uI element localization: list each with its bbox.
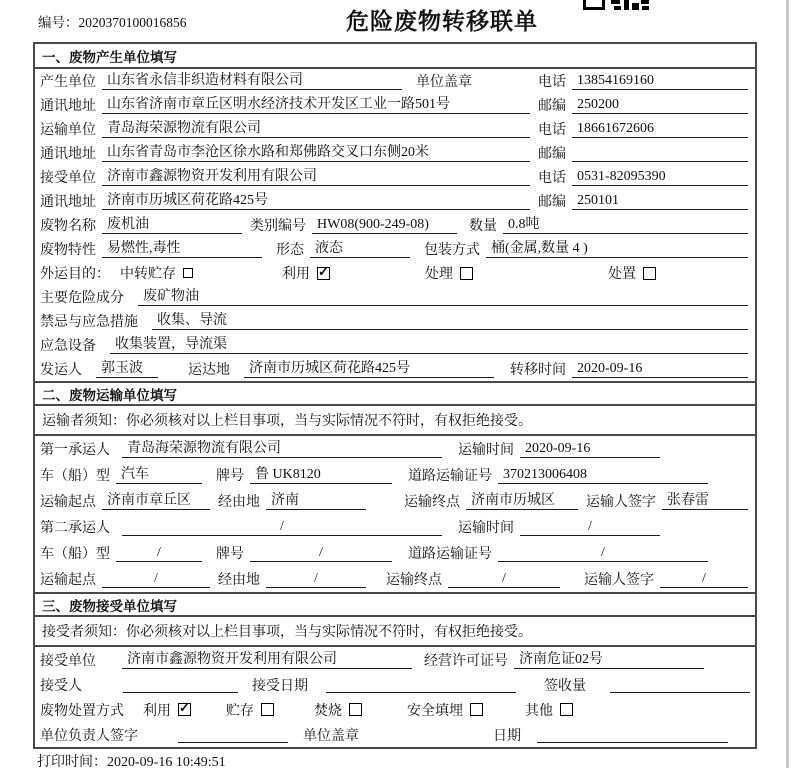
vehicle-type-value: / [116, 544, 202, 562]
first-carrier-value: 青岛海荣源物流有限公司 [122, 440, 442, 458]
checkbox-label: 中转贮存 [120, 267, 176, 282]
page-title: 危险废物转移联单 [346, 9, 538, 34]
checkbox-landfill-icon [470, 703, 483, 716]
zip-label: 邮编 [538, 147, 566, 162]
route-end-value: / [448, 570, 560, 588]
checkbox-label: 其他 [525, 703, 553, 719]
receive-date-value [326, 676, 516, 693]
plate-value: / [250, 544, 392, 562]
category-value: HW08(900-249-08) [312, 216, 457, 234]
row-waste-traits [35, 237, 755, 261]
serial-label: 编号： [38, 15, 79, 30]
quantity-label: 数量 [469, 219, 497, 234]
purpose-label: 外运目的： [40, 267, 110, 282]
route-start-value: 济南市章丘区 [102, 492, 210, 510]
row-disposal-method [35, 697, 755, 722]
category-label: 类别编号 [250, 219, 306, 234]
checkbox-treat-icon [460, 267, 473, 280]
carrier-sign-value: 张春雷 [662, 492, 748, 510]
produce-unit-value: 山东省永信非织造材料有限公司 [102, 72, 402, 90]
waste-name-value: 废机油 [102, 216, 242, 234]
produce-address-label: 通讯地址 [40, 99, 96, 114]
route-start-value: / [102, 570, 210, 588]
route-start-label: 运输起点 [40, 495, 96, 510]
disposal-label: 废物处置方式 [40, 703, 124, 719]
purpose-option-dispose [608, 263, 656, 283]
hazard-value: 废矿物油 [138, 288, 748, 306]
packaging-value: 桶(金属,数量 4 ) [486, 240, 748, 258]
road-permit-value: 370213006408 [498, 466, 708, 484]
produce-phone [538, 71, 750, 91]
receive-address-label: 通讯地址 [40, 195, 96, 210]
route-via-value: / [266, 570, 366, 588]
produce-zip-value: 250200 [572, 96, 748, 114]
transport-time-value: 2020-09-16 [520, 440, 660, 458]
road-permit-label: 道路运输证号 [408, 469, 492, 484]
row-receive-address [35, 189, 755, 213]
section-producer [35, 44, 755, 381]
page-edge-strip [786, 0, 789, 768]
checkbox-label: 贮存 [226, 703, 254, 719]
produce-phone-value: 13854169160 [572, 72, 748, 90]
taboo-value: 收集、导流 [152, 312, 748, 330]
road-permit-label: 道路运输证号 [408, 547, 492, 562]
sender-label: 发运人 [40, 363, 82, 378]
carrier-sign-label: 运输人签字 [586, 495, 656, 510]
business-permit-value: 济南危证02号 [514, 651, 704, 669]
disposal-option-recycle [143, 700, 191, 720]
receive-zip-value: 250101 [572, 192, 748, 210]
form-label: 形态 [276, 243, 304, 258]
transfer-time-value: 2020-09-16 [572, 360, 748, 378]
receive-unit-value: 济南市鑫源物资开发利用有限公司 [102, 168, 530, 186]
checkbox-label: 焚烧 [314, 703, 342, 719]
route-end-value: 济南市历城区 [466, 492, 578, 510]
checkbox-use-icon [317, 267, 330, 280]
transport-time-value: / [520, 518, 660, 536]
checkbox-label: 安全填埋 [407, 703, 463, 719]
date-label: 日期 [493, 728, 521, 744]
receiving-unit-value: 济南市鑫源物资开发利用有限公司 [122, 651, 412, 669]
purpose-option-use [282, 263, 330, 283]
receiving-unit-label: 接受单位 [40, 653, 96, 669]
row-first-carrier [35, 436, 755, 462]
section-transporter [35, 381, 755, 592]
receiver-notice: 接受者须知：你必须核对以上栏目事项，当与实际情况不符时，有权拒绝接受。 [35, 617, 755, 647]
qr-code-fragment-icon [583, 0, 649, 10]
transport-address-label: 通讯地址 [40, 147, 96, 162]
waste-name-label: 废物名称 [40, 219, 96, 234]
manifest-table [33, 42, 757, 749]
purpose-option-treat [425, 263, 473, 283]
hazard-label: 主要危险成分 [40, 291, 124, 306]
row-emergency-equipment [35, 333, 755, 357]
waste-traits-value: 易燃性,毒性 [102, 240, 262, 258]
plate-label: 牌号 [216, 469, 244, 484]
second-carrier-label: 第二承运人 [40, 521, 110, 536]
waste-traits-label: 废物特性 [40, 243, 96, 258]
receiver-label: 接受人 [40, 678, 82, 694]
row-receiving-unit [35, 647, 755, 672]
signed-quantity-label: 签收量 [544, 678, 586, 694]
section-transporter-title: 二、废物运输单位填写 [35, 381, 755, 406]
business-permit-label: 经营许可证号 [424, 653, 508, 669]
disposal-option-store [226, 700, 274, 720]
row-receive-unit [35, 165, 755, 189]
transport-unit-value: 青岛海荣源物流有限公司 [102, 120, 530, 138]
equipment-label: 应急设备 [40, 339, 96, 354]
transport-unit-label: 运输单位 [40, 123, 96, 138]
phone-label: 电话 [538, 171, 566, 186]
route-end-label: 运输终点 [404, 495, 460, 510]
vehicle-type-label: 车（船）型 [40, 469, 110, 484]
signed-quantity-value [610, 676, 750, 693]
equipment-value: 收集装置，导流渠 [110, 336, 748, 354]
date-value [537, 726, 728, 743]
checkbox-label: 利用 [143, 703, 171, 719]
unit-stamp-label: 单位盖章 [303, 728, 359, 744]
row-outbound-purpose [35, 261, 755, 285]
row-transport-unit [35, 117, 755, 141]
row-route-1 [35, 488, 755, 514]
transport-phone [538, 119, 750, 139]
vehicle-type-label: 车（船）型 [40, 547, 110, 562]
row-produce-unit [35, 69, 755, 93]
vehicle-type-value: 汽车 [116, 466, 202, 484]
taboo-label: 禁忌与应急措施 [40, 315, 138, 330]
section-receiver [35, 592, 755, 747]
checkbox-store-icon [261, 703, 274, 716]
checkbox-label: 利用 [282, 267, 310, 282]
packaging-label: 包装方式 [424, 243, 480, 258]
receive-phone-value: 0531-82095390 [572, 168, 748, 186]
row-produce-address [35, 93, 755, 117]
receiver-value [123, 676, 238, 693]
serial-number-line [38, 11, 187, 31]
checkbox-transfer-storage-icon [183, 268, 193, 278]
destination-value: 济南市历城区荷花路425号 [244, 360, 494, 378]
row-vehicle-1 [35, 462, 755, 488]
zip-label: 邮编 [538, 195, 566, 210]
transport-address-value: 山东省青岛市李沧区徐水路和郑佛路交叉口东侧20米 [102, 144, 530, 162]
zip-label: 邮编 [538, 99, 566, 114]
print-time-label: 打印时间： [37, 755, 107, 768]
serial-number: 2020370100016856 [78, 15, 187, 30]
print-time-line [37, 751, 226, 768]
receive-phone [538, 167, 750, 187]
checkbox-incinerate-icon [349, 703, 362, 716]
print-time-value: 2020-09-16 10:49:51 [107, 755, 226, 768]
row-taboo-measures [35, 309, 755, 333]
unit-stamp-label: 单位盖章 [416, 75, 472, 90]
section-receiver-title: 三、废物接受单位填写 [35, 592, 755, 617]
first-carrier-label: 第一承运人 [40, 443, 110, 458]
road-permit-value: / [498, 544, 708, 562]
transport-zip-value [572, 145, 748, 162]
route-via-label: 经由地 [218, 495, 260, 510]
quantity-value: 0.8吨 [503, 216, 748, 234]
transport-phone-value: 18661672606 [572, 120, 748, 138]
carrier-sign-label: 运输人签字 [584, 573, 654, 588]
disposal-option-landfill [407, 700, 483, 720]
receive-address-value: 济南市历城区荷花路425号 [102, 192, 530, 210]
receive-zip [538, 191, 750, 211]
row-transport-address [35, 141, 755, 165]
transfer-time-label: 转移时间 [510, 363, 566, 378]
disposal-option-incinerate [314, 700, 362, 720]
plate-value: 鲁 UK8120 [250, 466, 392, 484]
checkbox-recycle-icon [178, 703, 191, 716]
checkbox-other-icon [560, 703, 573, 716]
transport-time-label: 运输时间 [458, 521, 514, 536]
produce-zip [538, 95, 750, 115]
section-producer-title: 一、废物产生单位填写 [35, 44, 755, 69]
route-end-label: 运输终点 [386, 573, 442, 588]
phone-label: 电话 [538, 123, 566, 138]
disposal-option-other [525, 700, 573, 720]
plate-label: 牌号 [216, 547, 244, 562]
row-second-carrier [35, 514, 755, 540]
produce-address-value: 山东省济南市章丘区明水经济技术开发区工业一路501号 [102, 96, 530, 114]
produce-unit-label: 产生单位 [40, 75, 96, 90]
row-receiver-person [35, 672, 755, 697]
responsible-sign-value [178, 726, 288, 743]
route-via-label: 经由地 [218, 573, 260, 588]
checkbox-label: 处理 [425, 267, 453, 282]
receive-date-label: 接受日期 [252, 678, 308, 694]
transporter-notice: 运输者须知：你必须核对以上栏目事项，当与实际情况不符时，有权拒绝接受。 [35, 406, 755, 436]
row-main-hazard [35, 285, 755, 309]
receive-unit-label: 接受单位 [40, 171, 96, 186]
destination-label: 运达地 [188, 363, 230, 378]
transport-time-label: 运输时间 [458, 443, 514, 458]
row-sender [35, 357, 755, 381]
sender-value: 郭玉波 [96, 360, 158, 378]
route-via-value: 济南 [266, 492, 366, 510]
phone-label: 电话 [538, 75, 566, 90]
purpose-option-transfer-storage [120, 263, 193, 283]
row-signoff [35, 722, 755, 747]
row-route-2 [35, 566, 755, 592]
responsible-sign-label: 单位负责人签字 [40, 728, 138, 744]
carrier-sign-value: / [660, 570, 748, 588]
checkbox-label: 处置 [608, 267, 636, 282]
transport-zip [538, 143, 750, 163]
checkbox-dispose-icon [643, 267, 656, 280]
form-value: 液态 [310, 240, 410, 258]
route-start-label: 运输起点 [40, 573, 96, 588]
row-vehicle-2 [35, 540, 755, 566]
row-waste-name [35, 213, 755, 237]
second-carrier-value: / [122, 518, 442, 536]
